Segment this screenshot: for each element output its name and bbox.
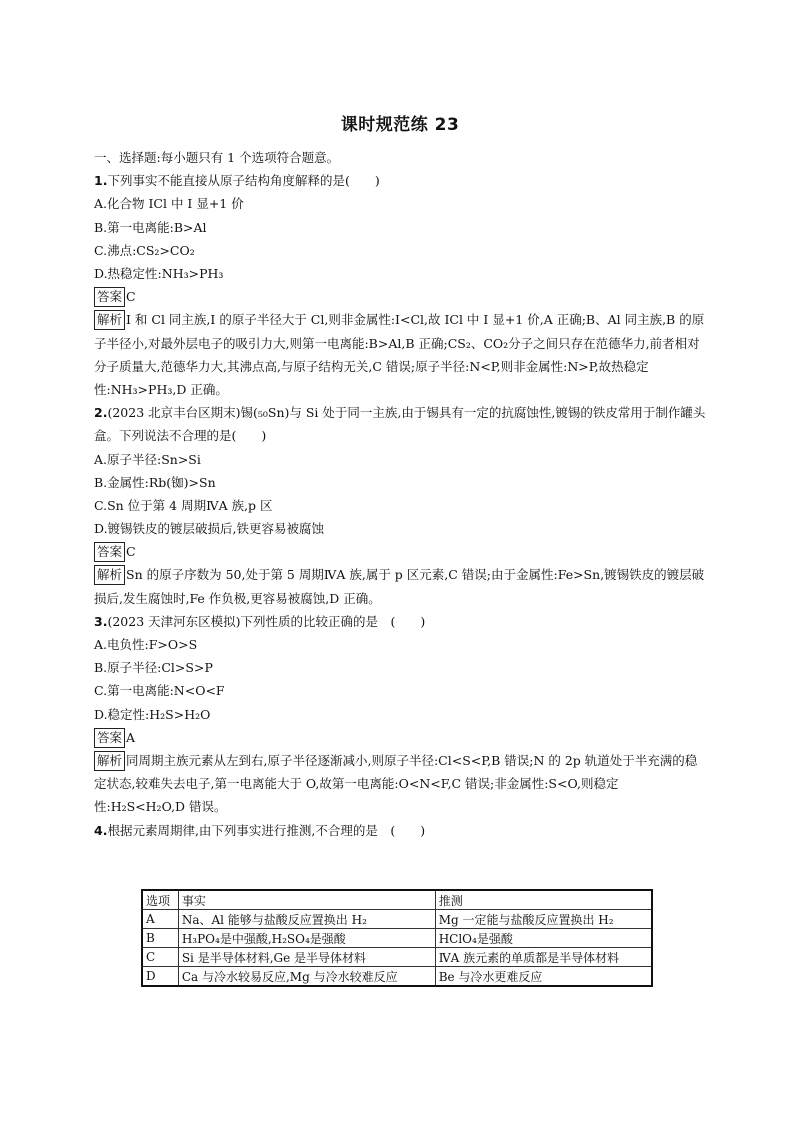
page-title: 课时规范练 23	[340, 115, 460, 135]
table-cell: Be 与冷水更难反应	[435, 967, 652, 987]
table-cell: Si 是半导体材料,Ge 是半导体材料	[178, 948, 435, 967]
question-1-option-a: A.化合物 ICl 中 I 显+1 价	[94, 196, 244, 212]
question-3-stem	[94, 610, 706, 633]
question-4-stem	[94, 819, 706, 842]
question-text: 下列事实不能直接从原子结构角度解释的是( )	[107, 173, 380, 189]
table-header-cell: 推测	[435, 890, 652, 910]
question-text: (2023 天津河东区模拟)下列性质的比较正确的是 ( )	[107, 613, 426, 629]
table-cell: B	[142, 929, 178, 948]
table-cell: ⅣA 族元素的单质都是半导体材料	[435, 948, 652, 967]
analysis-text: Sn 的原子序数为 50,处于第 5 周期ⅣA 族,属于 p 区元素,C 错误;由于金属性:Fe>Sn,镀锡铁皮的镀层破损后,发生腐蚀时,Fe 作负极,更容易被腐蚀,D 正确。	[94, 567, 705, 606]
answer-value: A	[126, 729, 136, 745]
table-cell: D	[142, 967, 178, 987]
question-3-analysis	[94, 749, 706, 819]
question-2-analysis	[94, 563, 706, 609]
table-row	[142, 910, 652, 929]
question-2-option-c: C.Sn 位于第 4 周期ⅣA 族,p 区	[94, 497, 273, 513]
table-row	[142, 967, 652, 987]
table-header-row	[142, 890, 652, 910]
table-header-cell: 事实	[178, 890, 435, 910]
question-3-option-b: B.原子半径:Cl>S>P	[94, 660, 213, 676]
question-text: (2023 北京丰台区期末)锡(₅₀Sn)与 Si 处于同一主族,由于锡具有一定的抗腐蚀性,镀锡的铁皮常用于制作罐头盒。下列说法不合理的是( )	[94, 405, 706, 444]
question-1-option-b: B.第一电离能:B>Al	[94, 219, 207, 235]
analysis-text: I 和 Cl 同主族,I 的原子半径大于 Cl,则非金属性:I<Cl,故 ICl 中 I 显+1 价,A 正确;B、Al 同主族,B 的原子半径小,对最外层电子的吸引力大,则第一电离能:B>Al,B 正确;CS₂、CO₂分子之间只存在范德华力,前者相对分子质量大,范德华力大,其沸点高,与原子结构无关,C 错误;原子半径:N<P,则非金属性:N>P,故热稳定性:NH₃>PH₃,D 正确。	[94, 312, 705, 397]
question-number: 3.	[94, 613, 108, 629]
question-2-stem	[94, 401, 706, 447]
question-2-answer	[94, 540, 706, 563]
question-number: 2.	[94, 405, 108, 421]
document-body	[94, 146, 706, 842]
answer-value: C	[126, 289, 136, 305]
question-2-option-b: B.金属性:Rb(铷)>Sn	[94, 474, 216, 490]
question-1-stem	[94, 169, 706, 192]
question-1-analysis	[94, 308, 706, 401]
question-1-option-d: D.热稳定性:NH₃>PH₃	[94, 265, 224, 281]
section-header: 一、选择题:每小题只有 1 个选项符合题意。	[94, 150, 340, 165]
question-text: 根据元素周期律,由下列事实进行推测,不合理的是 ( )	[107, 822, 426, 838]
table-row	[142, 948, 652, 967]
question-number: 4.	[94, 822, 108, 838]
table-cell: C	[142, 948, 178, 967]
answer-value: C	[126, 544, 136, 560]
answer-tag: 答案	[94, 542, 125, 562]
table-cell: Ca 与冷水较易反应,Mg 与冷水较难反应	[178, 967, 435, 987]
question-3-option-d: D.稳定性:H₂S>H₂O	[94, 706, 211, 722]
analysis-tag: 解析	[94, 565, 125, 585]
table-cell: H₃PO₄是中强酸,H₂SO₄是强酸	[178, 929, 435, 948]
answer-tag: 答案	[94, 728, 125, 748]
question-4-table	[141, 889, 653, 987]
table-cell: HClO₄是强酸	[435, 929, 652, 948]
analysis-tag: 解析	[94, 751, 125, 771]
question-2-option-d: D.镀锡铁皮的镀层破损后,铁更容易被腐蚀	[94, 521, 325, 537]
question-3-option-a: A.电负性:F>O>S	[94, 637, 198, 653]
table-cell: Na、Al 能够与盐酸反应置换出 H₂	[178, 910, 435, 929]
question-number: 1.	[94, 173, 108, 189]
analysis-text: 同周期主族元素从左到右,原子半径逐渐减小,则原子半径:Cl<S<P,B 错误;N 的 2p 轨道处于半充满的稳定状态,较难失去电子,第一电离能大于 O,故第一电离能:O<N<F,C 错误;非金属性:S<O,则稳定性:H₂S<H₂O,D 错误。	[94, 753, 698, 815]
question-1-option-c: C.沸点:CS₂>CO₂	[94, 242, 195, 258]
question-3-option-c: C.第一电离能:N<O<F	[94, 683, 225, 699]
answer-tag: 答案	[94, 287, 125, 307]
question-2-option-a: A.原子半径:Sn>Si	[94, 451, 201, 467]
table-cell: A	[142, 910, 178, 929]
analysis-tag: 解析	[94, 310, 125, 330]
table-cell: Mg 一定能与盐酸反应置换出 H₂	[435, 910, 652, 929]
table-row	[142, 929, 652, 948]
question-1-answer	[94, 285, 706, 308]
table-header-cell: 选项	[142, 890, 178, 910]
question-3-answer	[94, 726, 706, 749]
